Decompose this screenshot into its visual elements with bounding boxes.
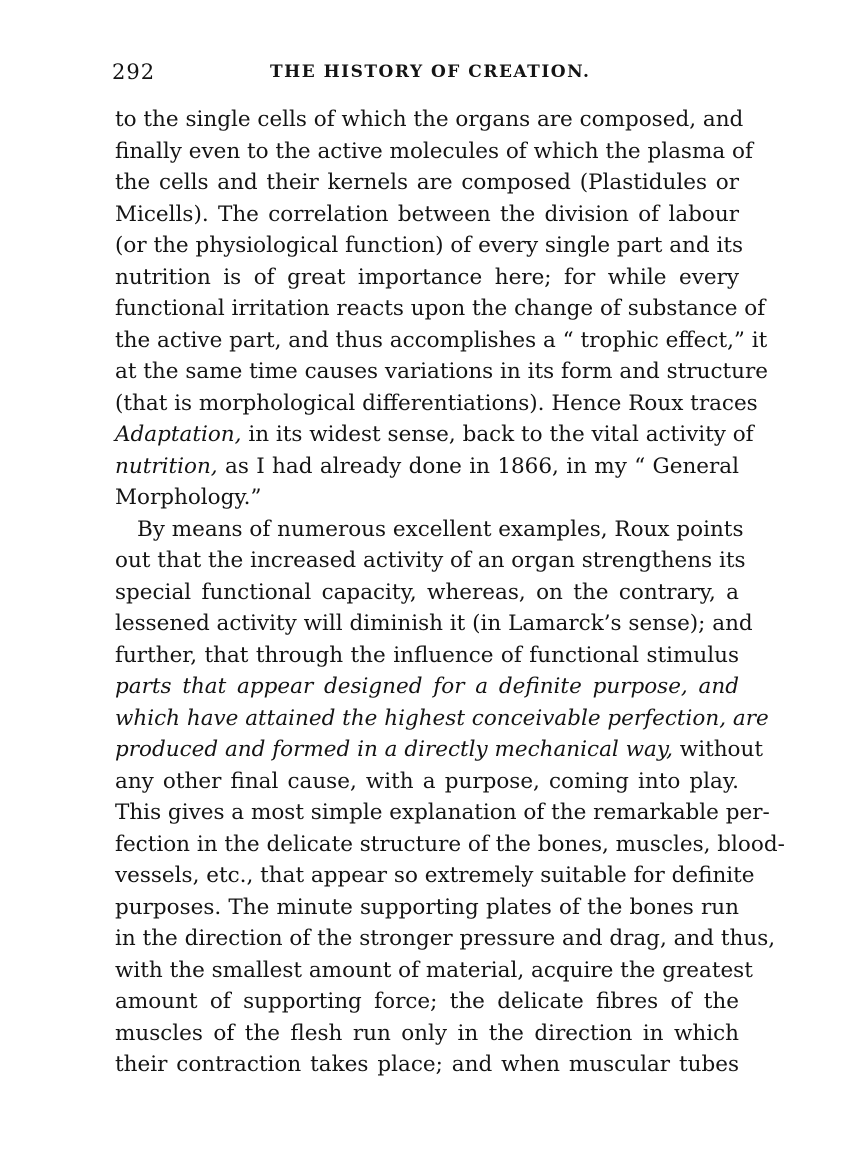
- text-line: [115, 482, 739, 514]
- text-line: [115, 860, 755, 892]
- text-line: [115, 577, 739, 609]
- italic-text: produced and formed in a directly mechanical way,: [115, 737, 673, 762]
- text-run: Micells). The correlation between the division of labour: [115, 201, 739, 227]
- text-line: [115, 766, 739, 798]
- text-run: their contraction takes place; and when muscular tubes: [115, 1052, 739, 1077]
- text-run: as I had already done in 1866, in my “ General: [217, 453, 739, 479]
- text-run: fection in the delicate structure of the bones, muscles, blood-: [115, 831, 785, 857]
- text-run: lessened activity will diminish it (in Lamarck’s sense); and: [115, 611, 753, 636]
- text-line: [115, 608, 753, 640]
- body-text: [115, 104, 785, 1081]
- text-line: [115, 640, 739, 672]
- italic-text: which have attained the highest conceivable perfection, are: [115, 705, 769, 731]
- italic-text: parts that appear designed for a definite purpose, and: [115, 674, 739, 699]
- text-line: [115, 514, 744, 546]
- text-run: This gives a most simple explanation of the remarkable per-: [115, 800, 770, 825]
- text-line: [115, 671, 739, 703]
- text-line: [115, 325, 768, 357]
- text-run: By means of numerous excellent examples, Roux points: [137, 516, 744, 542]
- text-run: the cells and their kernels are composed (Plastidules or: [115, 170, 739, 195]
- text-run: Morphology.”: [115, 485, 262, 510]
- text-line: [115, 955, 753, 987]
- text-line: [115, 703, 769, 735]
- text-line: [115, 451, 739, 483]
- text-run: out that the increased activity of an organ strengthens its: [115, 548, 746, 573]
- text-run: purposes. The minute supporting plates of the bones run: [115, 894, 739, 920]
- text-line: [115, 829, 785, 861]
- text-line: [115, 199, 739, 231]
- text-run: (or the physiological function) of every single part and its: [115, 233, 744, 258]
- text-line: [115, 293, 766, 325]
- text-line: [115, 892, 739, 924]
- text-run: further, that through the influence of functional stimulus: [115, 642, 739, 668]
- text-run: with the smallest amount of material, acquire the greatest: [115, 957, 753, 983]
- text-run: without: [672, 737, 763, 762]
- italic-text: nutrition,: [115, 453, 218, 479]
- page-number: 292: [112, 60, 156, 84]
- running-head: [112, 60, 742, 86]
- text-line: [115, 262, 739, 294]
- text-line: [115, 986, 739, 1018]
- paragraph: [115, 514, 785, 1081]
- text-run: amount of supporting force; the delicate fibres of the: [115, 989, 739, 1014]
- text-line: [115, 1018, 739, 1050]
- text-run: in its widest sense, back to the vital activity of: [241, 422, 754, 447]
- text-line: [115, 734, 763, 766]
- text-run: to the single cells of which the organs are composed, and: [115, 107, 744, 132]
- text-line: [115, 545, 746, 577]
- text-run: finally even to the active molecules of which the plasma of: [115, 138, 753, 164]
- text-run: any other final cause, with a purpose, coming into play.: [115, 768, 739, 794]
- text-line: [115, 230, 744, 262]
- text-run: at the same time causes variations in its form and structure: [115, 359, 768, 384]
- text-line: [115, 923, 776, 955]
- text-run: the active part, and thus accomplishes a “ trophic effect,” it: [115, 327, 768, 353]
- italic-text: Adaptation,: [115, 422, 242, 447]
- text-run: (that is morphological differentiations). Hence Roux traces: [115, 390, 758, 416]
- text-run: functional irritation reacts upon the change of substance of: [115, 296, 766, 321]
- text-line: [115, 356, 768, 388]
- text-line: [115, 419, 754, 451]
- text-line: [115, 104, 744, 136]
- text-line: [115, 388, 758, 420]
- text-run: vessels, etc., that appear so extremely suitable for definite: [115, 863, 755, 888]
- text-run: special functional capacity, whereas, on the contrary, a: [115, 579, 739, 605]
- paragraph: [115, 104, 768, 514]
- text-line: [115, 797, 770, 829]
- text-run: nutrition is of great importance here; for while every: [115, 264, 739, 290]
- running-title: THE HISTORY OF CREATION.: [270, 62, 591, 82]
- text-line: [115, 167, 739, 199]
- text-run: muscles of the flesh run only in the direction in which: [115, 1020, 739, 1046]
- text-line: [115, 136, 753, 168]
- text-line: [115, 1049, 739, 1081]
- text-run: in the direction of the stronger pressure and drag, and thus,: [115, 926, 776, 951]
